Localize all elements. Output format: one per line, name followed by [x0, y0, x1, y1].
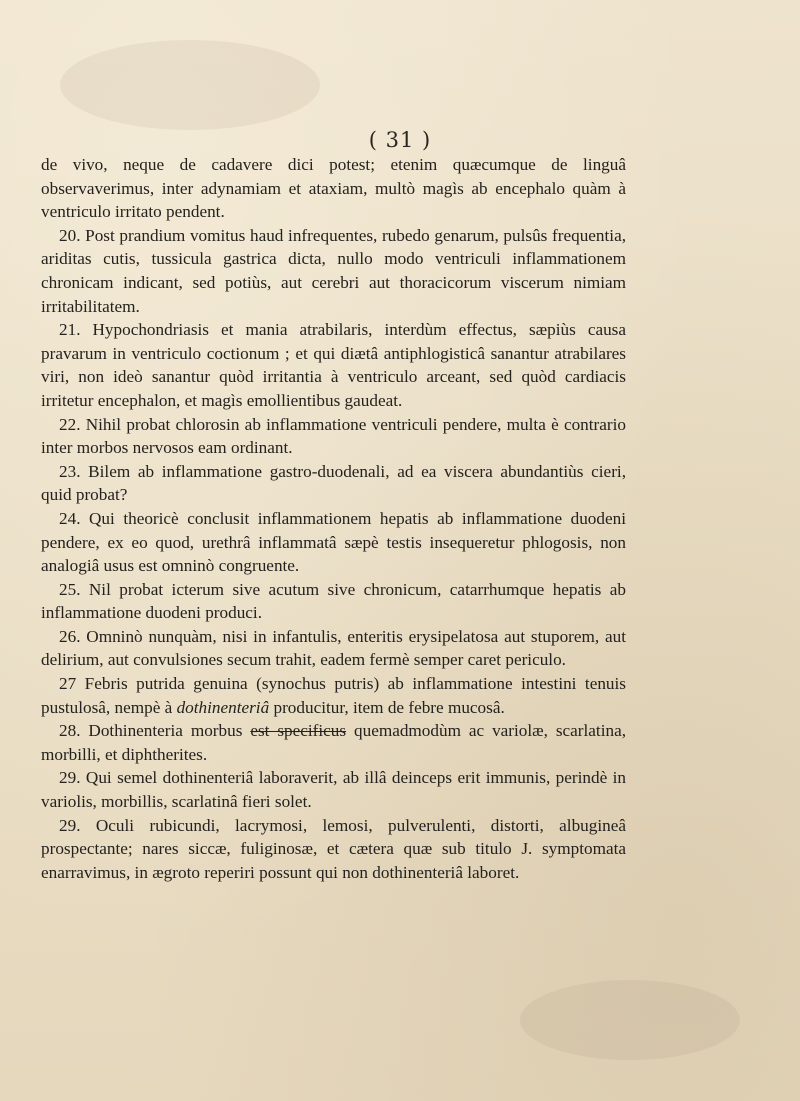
paragraph-continued: de vivo, neque de cadavere dici potest; etenim quæcumque de linguâ observaverimus, inter adynamiam et ataxiam, multò magìs ab encephalo quàm à ventriculo irritato pendent. — [41, 155, 626, 222]
paragraph-28-before: 28. Dothinenteria morbus — [59, 721, 251, 741]
paragraph-29b: 29. Oculi rubicundi, lacrymosi, lemosi, pulverulenti, distorti, albugineâ prospectante; nares siccæ, fuliginosæ, et cætera quæ sub titulo J. symptomata enarravimus, in ægroto reperiri possunt qui non dothinenteriâ laboret. — [41, 815, 626, 882]
paper-stain — [60, 40, 320, 130]
paragraph-27-after: producitur, item de febre mucosâ. — [269, 697, 505, 717]
paragraph-28-struck-text: est specificus — [250, 721, 347, 741]
paper-stain — [520, 980, 740, 1060]
paragraph-21: 21. Hypochondriasis et mania atrabilaris, interdùm effectus, sæpiùs causa pravarum in ventriculo coctionum ; et qui diætâ antiphlogisticâ sanantur atrabilares viri, non ideò sanantur quòd irritantia à ventriculo arceant, sed quòd cardiacis irritetur encephalon, et magìs emollientibus gaudeat. — [41, 320, 626, 410]
paragraph-22: 22. Nihil probat chlorosin ab inflammatione ventriculi pendere, multa è contrario inter morbos nervosos eam ordinant. — [41, 414, 626, 458]
paragraph-28-after: quemadmodùm ac variolæ, scarlatina, morbilli, et diphtherites. — [41, 721, 626, 764]
paragraph-25: 25. Nil probat icterum sive acutum sive chronicum, catarrhumque hepatis ab inflammatione duodeni produci. — [41, 579, 626, 623]
paragraph-20: 20. Post prandium vomitus haud infrequentes, rubedo genarum, pulsûs frequentia, ariditas cutis, tussicula gastrica dicta, nullo modo ventriculi inflammationem chronicam indicant, sed potiùs, aut cerebri aut thoracicorum viscerum nimiam irritabilitatem. — [41, 225, 626, 316]
paragraph-29a: 29. Qui semel dothinenteriâ laboraverit, ab illâ deinceps erit immunis, perindè in variolis, morbillis, scarlatinâ fieri solet. — [41, 768, 626, 812]
paragraph-26: 26. Omninò nunquàm, nisi in infantulis, enteritis erysipelatosa aut stuporem, aut delirium, aut convulsiones secum trahit, eadem fermè semper caret periculo. — [41, 626, 626, 670]
paragraph-27-before: 27 Febris putrida genuina (synochus putris) ab inflammatione intestini tenuis pustulosâ, nempè à — [41, 674, 626, 717]
paragraph-23: 23. Bilem ab inflammatione gastro-duodenali, ad ea viscera abundantiùs cieri, quid probat? — [41, 461, 626, 505]
paragraph-24: 24. Qui theoricè conclusit inflammationem hepatis ab inflammatione duodeni pendere, ex eo quod, urethrâ inflammatâ sæpè testis insequeretur phlogosis, non analogiâ usus est omninò congruente. — [41, 508, 626, 576]
paragraph-27-italic-term: dothinenteriâ — [176, 697, 270, 717]
page-number: ( 31 ) — [368, 128, 432, 152]
paragraph-28 — [41, 719, 626, 766]
body-text — [41, 153, 626, 884]
paragraph-27 — [41, 672, 626, 719]
